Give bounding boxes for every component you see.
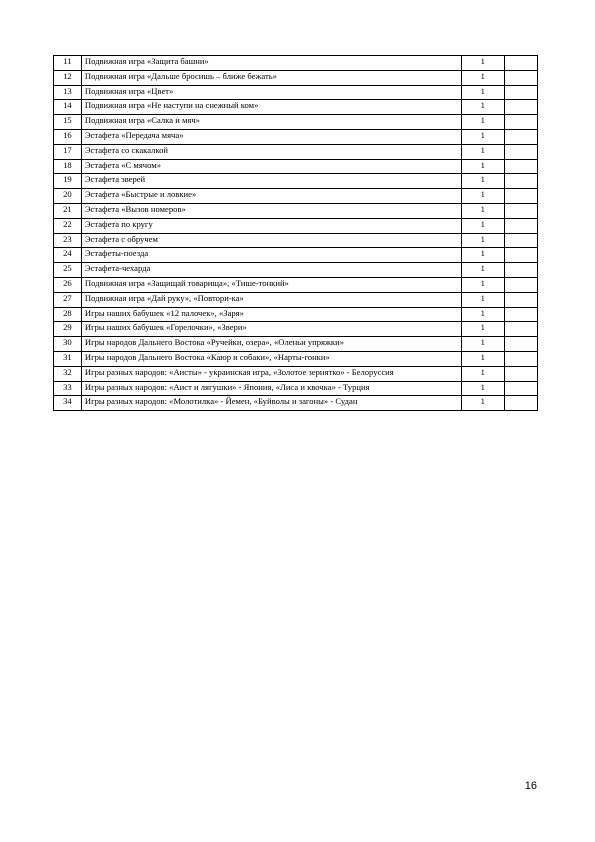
table-row	[54, 115, 538, 130]
table-row	[54, 100, 538, 115]
row-number-cell: 14	[54, 100, 82, 115]
row-number-cell: 26	[54, 277, 82, 292]
notes-cell	[504, 144, 537, 159]
row-number-cell: 23	[54, 233, 82, 248]
row-number-cell: 32	[54, 366, 82, 381]
hours-cell: 1	[461, 159, 504, 174]
row-number-cell: 11	[54, 56, 82, 71]
activity-name-cell: Игры разных народов: «Аисты» - украинская игра, «Золотое зернятко» - Белоруссия	[81, 366, 461, 381]
notes-cell	[504, 337, 537, 352]
activity-name-cell: Эстафета с обручем	[81, 233, 461, 248]
table-row	[54, 307, 538, 322]
notes-cell	[504, 85, 537, 100]
activity-name-cell: Подвижная игра «Салка и мяч»	[81, 115, 461, 130]
notes-cell	[504, 203, 537, 218]
hours-cell: 1	[461, 277, 504, 292]
row-number-cell: 16	[54, 129, 82, 144]
activity-name-cell: Эстафеты-поезда	[81, 248, 461, 263]
table-row	[54, 70, 538, 85]
hours-cell: 1	[461, 381, 504, 396]
hours-cell: 1	[461, 366, 504, 381]
notes-cell	[504, 159, 537, 174]
notes-cell	[504, 248, 537, 263]
table-row	[54, 218, 538, 233]
page-number: 16	[524, 780, 537, 792]
hours-cell: 1	[461, 100, 504, 115]
notes-cell	[504, 218, 537, 233]
table-row	[54, 159, 538, 174]
activity-name-cell: Эстафета «Быстрые и ловкие»	[81, 189, 461, 204]
hours-cell: 1	[461, 248, 504, 263]
activity-name-cell: Игры народов Дальнего Востока «Ручейки, озера», «Оленьи упряжки»	[81, 337, 461, 352]
table-row	[54, 366, 538, 381]
hours-cell: 1	[461, 233, 504, 248]
row-number-cell: 22	[54, 218, 82, 233]
activity-name-cell: Эстафета «С мячом»	[81, 159, 461, 174]
row-number-cell: 19	[54, 174, 82, 189]
activity-name-cell: Игры разных народов: «Молотилка» - Йемен, «Буйволы и загоны» - Судан	[81, 396, 461, 411]
hours-cell: 1	[461, 396, 504, 411]
hours-cell: 1	[461, 322, 504, 337]
table-row	[54, 203, 538, 218]
row-number-cell: 31	[54, 351, 82, 366]
row-number-cell: 20	[54, 189, 82, 204]
activity-name-cell: Эстафета со скакалкой	[81, 144, 461, 159]
notes-cell	[504, 189, 537, 204]
hours-cell: 1	[461, 56, 504, 71]
row-number-cell: 18	[54, 159, 82, 174]
notes-cell	[504, 307, 537, 322]
table-row	[54, 85, 538, 100]
table-row	[54, 233, 538, 248]
notes-cell	[504, 70, 537, 85]
hours-cell: 1	[461, 174, 504, 189]
hours-cell: 1	[461, 218, 504, 233]
hours-cell: 1	[461, 351, 504, 366]
row-number-cell: 17	[54, 144, 82, 159]
notes-cell	[504, 366, 537, 381]
activity-name-cell: Подвижная игра «Дальше бросишь – ближе бежать»	[81, 70, 461, 85]
notes-cell	[504, 381, 537, 396]
hours-cell: 1	[461, 189, 504, 204]
notes-cell	[504, 100, 537, 115]
hours-cell: 1	[461, 307, 504, 322]
notes-cell	[504, 174, 537, 189]
table-row	[54, 381, 538, 396]
hours-cell: 1	[461, 144, 504, 159]
notes-cell	[504, 396, 537, 411]
hours-cell: 1	[461, 85, 504, 100]
row-number-cell: 25	[54, 263, 82, 278]
activity-name-cell: Эстафета «Передача мяча»	[81, 129, 461, 144]
hours-cell: 1	[461, 115, 504, 130]
hours-cell: 1	[461, 337, 504, 352]
row-number-cell: 28	[54, 307, 82, 322]
activity-name-cell: Игры разных народов: «Аист и лягушки» - Япония, «Лиса и квочка» - Турция	[81, 381, 461, 396]
hours-cell: 1	[461, 70, 504, 85]
activity-name-cell: Эстафета зверей	[81, 174, 461, 189]
table-row	[54, 248, 538, 263]
row-number-cell: 30	[54, 337, 82, 352]
activity-name-cell: Игры наших бабушек «Горелочки», «Звери»	[81, 322, 461, 337]
hours-cell: 1	[461, 203, 504, 218]
row-number-cell: 34	[54, 396, 82, 411]
table-row	[54, 277, 538, 292]
table-row	[54, 174, 538, 189]
table-row	[54, 396, 538, 411]
activity-name-cell: Подвижная игра «Защищай товарища», «Тише-тонкий»	[81, 277, 461, 292]
hours-cell: 1	[461, 129, 504, 144]
row-number-cell: 12	[54, 70, 82, 85]
lesson-table	[53, 55, 538, 411]
table-row	[54, 144, 538, 159]
notes-cell	[504, 115, 537, 130]
table-row	[54, 337, 538, 352]
activity-name-cell: Игры народов Дальнего Востока «Каюр и собаки», «Нарты-гонки»	[81, 351, 461, 366]
notes-cell	[504, 322, 537, 337]
activity-name-cell: Эстафета «Вызов номеров»	[81, 203, 461, 218]
notes-cell	[504, 277, 537, 292]
notes-cell	[504, 351, 537, 366]
row-number-cell: 33	[54, 381, 82, 396]
notes-cell	[504, 56, 537, 71]
row-number-cell: 27	[54, 292, 82, 307]
hours-cell: 1	[461, 292, 504, 307]
activity-name-cell: Подвижная игра «Цвет»	[81, 85, 461, 100]
hours-cell: 1	[461, 263, 504, 278]
row-number-cell: 21	[54, 203, 82, 218]
notes-cell	[504, 129, 537, 144]
table-row	[54, 129, 538, 144]
notes-cell	[504, 292, 537, 307]
table-row	[54, 351, 538, 366]
table-row	[54, 322, 538, 337]
lesson-table-body	[54, 56, 538, 411]
activity-name-cell: Эстафета по кругу	[81, 218, 461, 233]
row-number-cell: 13	[54, 85, 82, 100]
table-row	[54, 56, 538, 71]
notes-cell	[504, 233, 537, 248]
row-number-cell: 29	[54, 322, 82, 337]
notes-cell	[504, 263, 537, 278]
row-number-cell: 24	[54, 248, 82, 263]
activity-name-cell: Игры наших бабушек «12 палочек», «Заря»	[81, 307, 461, 322]
activity-name-cell: Эстафета-чехарда	[81, 263, 461, 278]
table-row	[54, 189, 538, 204]
activity-name-cell: Подвижная игра «Защита башни»	[81, 56, 461, 71]
table-row	[54, 292, 538, 307]
activity-name-cell: Подвижная игра «Не наступи на снежный ком»	[81, 100, 461, 115]
activity-name-cell: Подвижная игра «Дай руку», «Повтори-ка»	[81, 292, 461, 307]
table-row	[54, 263, 538, 278]
row-number-cell: 15	[54, 115, 82, 130]
